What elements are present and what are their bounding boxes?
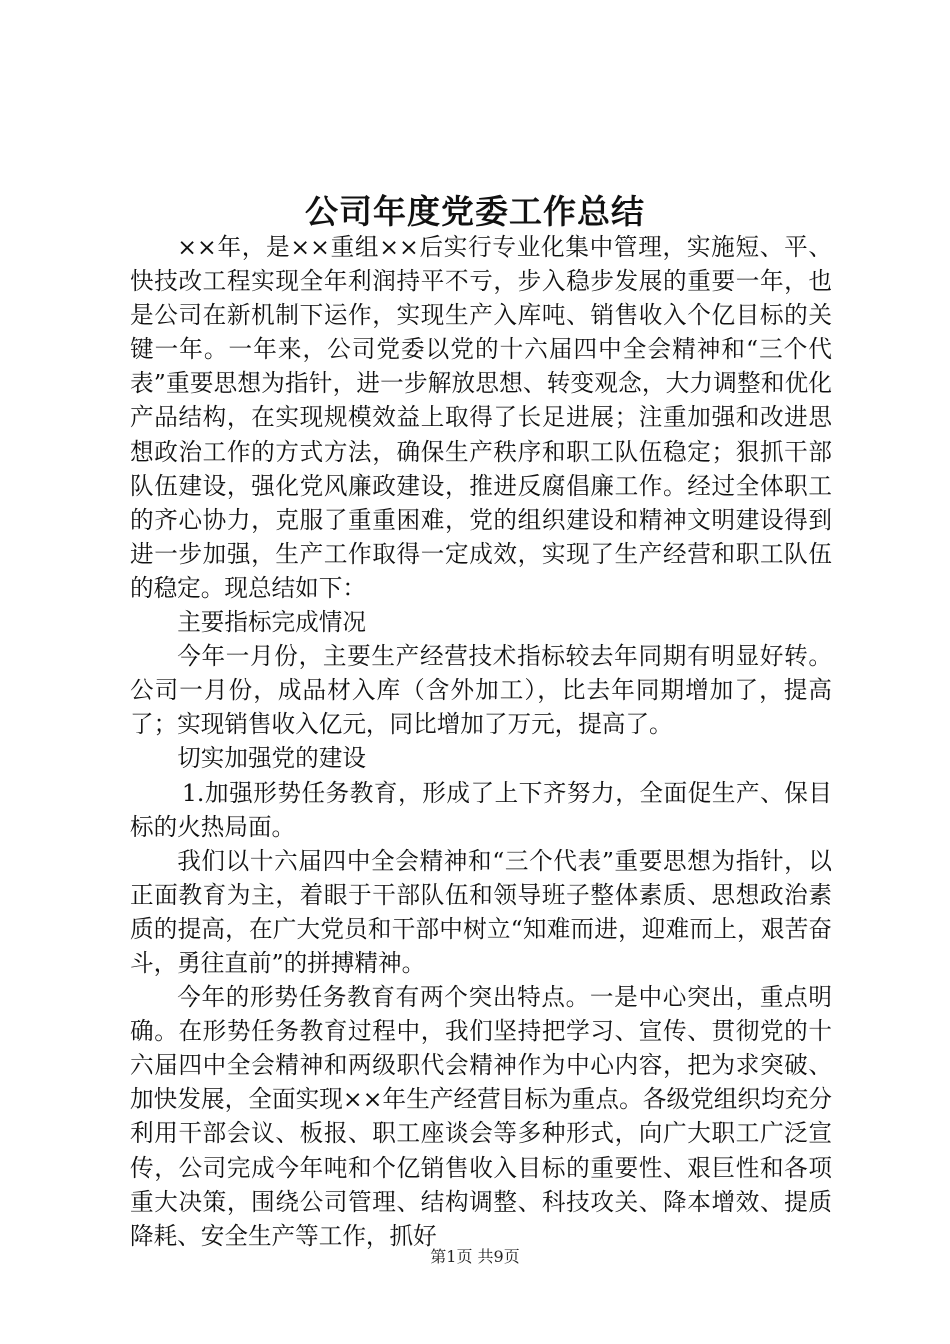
body-paragraph: 我们以十六届四中全会精神和“三个代表”重要思想为指针，以正面教育为主，着眼于干部队伍和领导班子整体素质、思想政治素质的提高，在广大党员和干部中树立“知难而进，迎难而上，艰苦奋斗，勇往直前”的拼搏精神。 [130, 846, 832, 977]
numbered-item: 1.加强形势任务教育，形成了上下齐努力，全面促生产、保目标的火热局面。 [130, 778, 832, 841]
intro-paragraph: ××年，是××重组××后实行专业化集中管理，实施短、平、快技改工程实现全年利润持平不亏，步入稳步发展的重要一年，也是公司在新机制下运作，实现生产入库吨、销售收入个亿目标的关键一年。一年来，公司党委以党的十六届四中全会精神和“三个代表”重要思想为指针，进一步解放思想、转变观念，大力调整和优化产品结构，在实现规模效益上取得了长足进展；注重加强和改进思想政治工作的方式方法，确保生产秩序和职工队伍稳定；狠抓干部队伍建设，强化党风廉政建设，推进反腐倡廉工作。经过全体职工的齐心协力，克服了重重困难，党的组织建设和精神文明建设得到进一步加强，生产工作取得一定成效，实现了生产经营和职工队伍的稳定。现总结如下： [130, 233, 832, 602]
section-heading: 切实加强党的建设 [177, 744, 366, 773]
document-title: 公司年度党委工作总结 [305, 192, 645, 231]
section-heading: 主要指标完成情况 [177, 608, 366, 637]
document-body [130, 230, 832, 1253]
body-paragraph: 今年一月份，主要生产经营技术指标较去年同期有明显好转。公司一月份，成品材入库（含外加工），比去年同期增加了，提高了；实现销售收入亿元，同比增加了万元，提高了。 [130, 642, 832, 739]
body-paragraph: 今年的形势任务教育有两个突出特点。一是中心突出，重点明确。在形势任务教育过程中，我们坚持把学习、宣传、贯彻党的十六届四中全会精神和两级职代会精神作为中心内容，把为求突破、加快发展，全面实现××年生产经营目标为重点。各级党组织均充分利用干部会议、板报、职工座谈会等多种形式，向广大职工广泛宣传，公司完成今年吨和个亿销售收入目标的重要性、艰巨性和各项重大决策，围绕公司管理、结构调整、科技攻关、降本增效、提质降耗、安全生产等工作，抓好 [130, 983, 832, 1250]
page-footer: 第1页 共9页 [430, 1247, 520, 1266]
